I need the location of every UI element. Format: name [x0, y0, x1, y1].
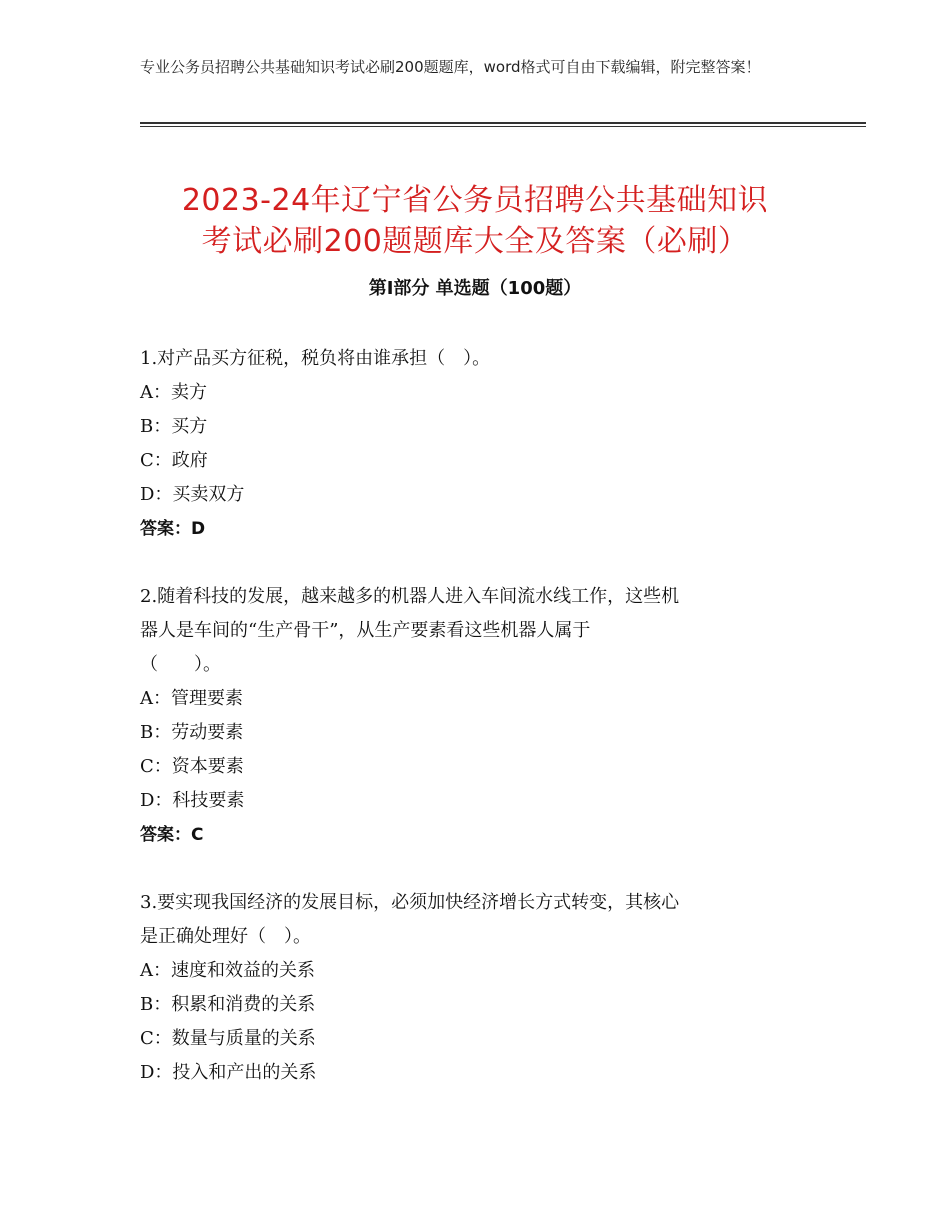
question-1-stem: 1.对产品买方征税，税负将由谁承担（ ）。	[140, 348, 491, 369]
question-2-stem-line-3: （ ）。	[140, 654, 221, 675]
question-3-option-b: B：积累和消费的关系	[140, 994, 316, 1015]
question-1	[140, 342, 800, 546]
question-1-option-b: B：买方	[140, 416, 208, 437]
question-1-answer: 答案：D	[140, 519, 206, 539]
question-3-option-c: C：数量与质量的关系	[140, 1028, 316, 1049]
header-divider-thin	[140, 126, 866, 127]
question-1-option-c: C：政府	[140, 450, 208, 471]
question-1-option-a: A：卖方	[140, 382, 207, 403]
question-2-option-c: C：资本要素	[140, 756, 244, 777]
question-3	[140, 886, 800, 1090]
question-1-option-d: D：买卖双方	[140, 484, 245, 505]
question-2-option-d: D：科技要素	[140, 790, 245, 811]
header-divider-thick	[140, 122, 866, 124]
document-header-note: 专业公务员招聘公共基础知识考试必刷200题题库，word格式可自由下载编辑，附完整答案！	[140, 58, 761, 76]
question-3-option-a: A：速度和效益的关系	[140, 960, 315, 981]
document-title-line-2: 考试必刷200题题库大全及答案（必刷）	[201, 224, 749, 260]
question-list	[140, 342, 800, 1124]
question-2-stem-line-1: 2.随着科技的发展，越来越多的机器人进入车间流水线工作，这些机	[140, 586, 680, 607]
question-3-option-d: D：投入和产出的关系	[140, 1062, 317, 1083]
question-3-stem-line-2: 是正确处理好（ ）。	[140, 926, 311, 947]
document-title-line-1: 2023-24年辽宁省公务员招聘公共基础知识	[181, 183, 769, 219]
document-title	[95, 180, 855, 262]
question-2-option-a: A：管理要素	[140, 688, 243, 709]
question-2-stem-line-2: 器人是车间的“生产骨干”，从生产要素看这些机器人属于	[140, 620, 591, 641]
question-3-stem-line-1: 3.要实现我国经济的发展目标，必须加快经济增长方式转变，其核心	[140, 892, 680, 913]
question-2-answer: 答案：C	[140, 825, 204, 845]
question-2	[140, 580, 800, 852]
section-heading: 第Ⅰ部分 单选题（100题）	[368, 278, 582, 299]
question-2-option-b: B：劳动要素	[140, 722, 244, 743]
